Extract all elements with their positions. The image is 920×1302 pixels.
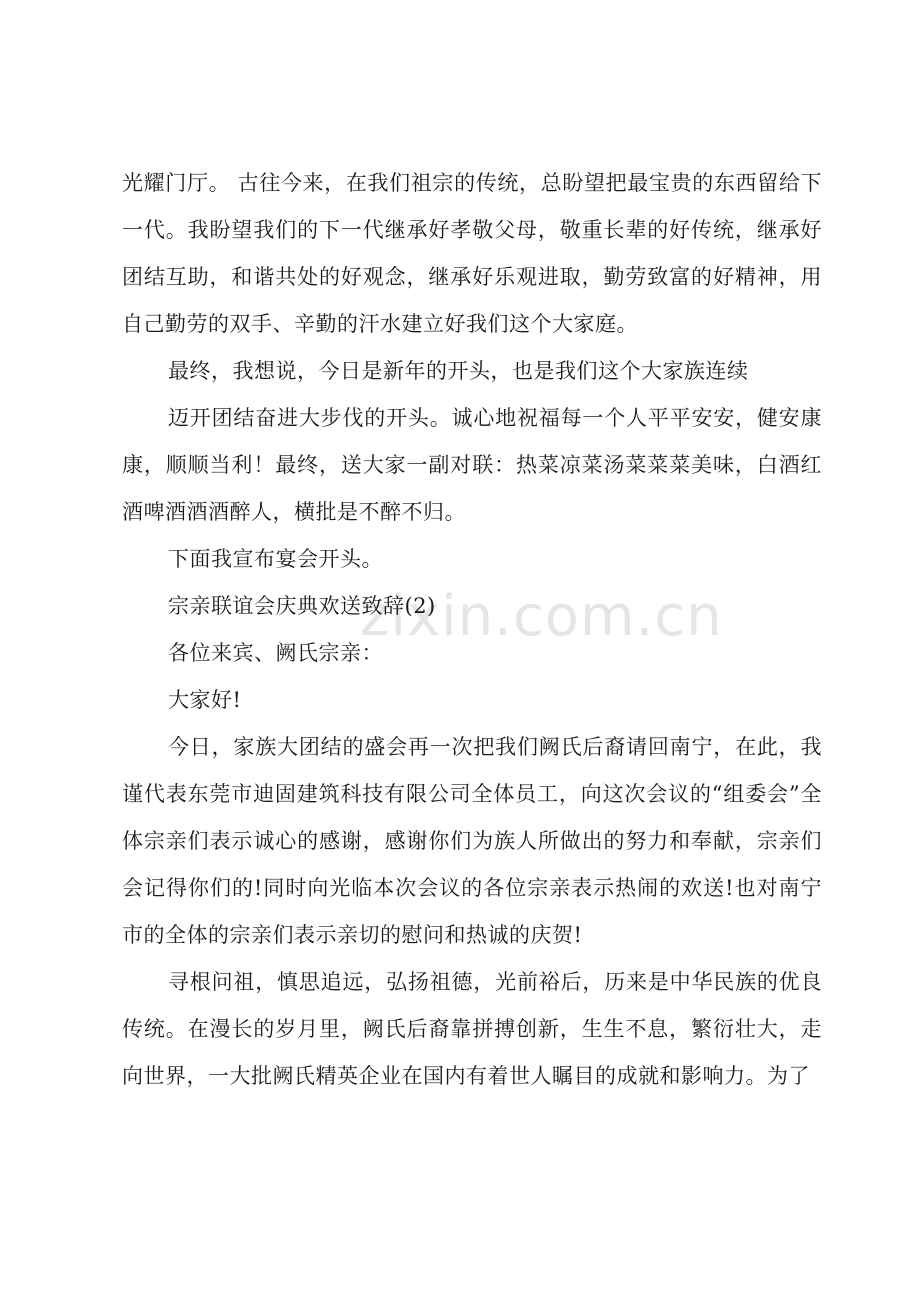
salutation: 各位来宾、阙氏宗亲：	[168, 641, 383, 665]
paragraph-3: 迈开团结奋进大步伐的开头。诚心地祝福每一个人平平安安，健安康康，顺顺当利！最终，送大家一副对联：热菜凉菜汤菜菜菜美味，白酒红酒啤酒酒酒醉人，横批是不醉不归。	[122, 406, 822, 524]
greeting: 大家好!	[168, 688, 242, 712]
announcement-line: 下面我宣布宴会开头。	[168, 547, 383, 571]
paragraph-4: 今日，家族大团结的盛会再一次把我们阙氏后裔请回南宁，在此，我谨代表东莞市迪固建筑科技有限公司全体员工，向这次会议的“组委会”全体宗亲们表示诚心的感谢，感谢你们为族人所做出的努力和奉献，宗亲们会记得你们的!同时向光临本次会议的各位宗亲表示热闹的欢送!也对南宁市的全体的宗亲们表示亲切的慰问和热诚的庆贺!	[122, 735, 822, 947]
document-body	[122, 160, 822, 1100]
paragraph-5: 寻根问祖，慎思追远，弘扬祖德，光前裕后，历来是中华民族的优良传统。在漫长的岁月里，阙氏后裔靠拼搏创新，生生不息，繁衍壮大，走向世界，一大批阙氏精英企业在国内有着世人瞩目的成就和影响力。为了	[122, 970, 822, 1088]
section-title: 宗亲联谊会庆典欢送致辞(2)	[168, 594, 436, 618]
paragraph-1: 光耀门厅。 古往今来，在我们祖宗的传统，总盼望把最宝贵的东西留给下一代。我盼望我们的下一代继承好孝敬父母，敬重长辈的好传统，继承好团结互助，和谐共处的好观念，继承好乐观进取，勤劳致富的好精神，用自己勤劳的双手、辛勤的汗水建立好我们这个大家庭。	[122, 171, 822, 336]
watermark-text: zixin.com.cn	[360, 584, 723, 649]
paragraph-2: 最终，我想说，今日是新年的开头，也是我们这个大家族连续	[168, 359, 749, 383]
